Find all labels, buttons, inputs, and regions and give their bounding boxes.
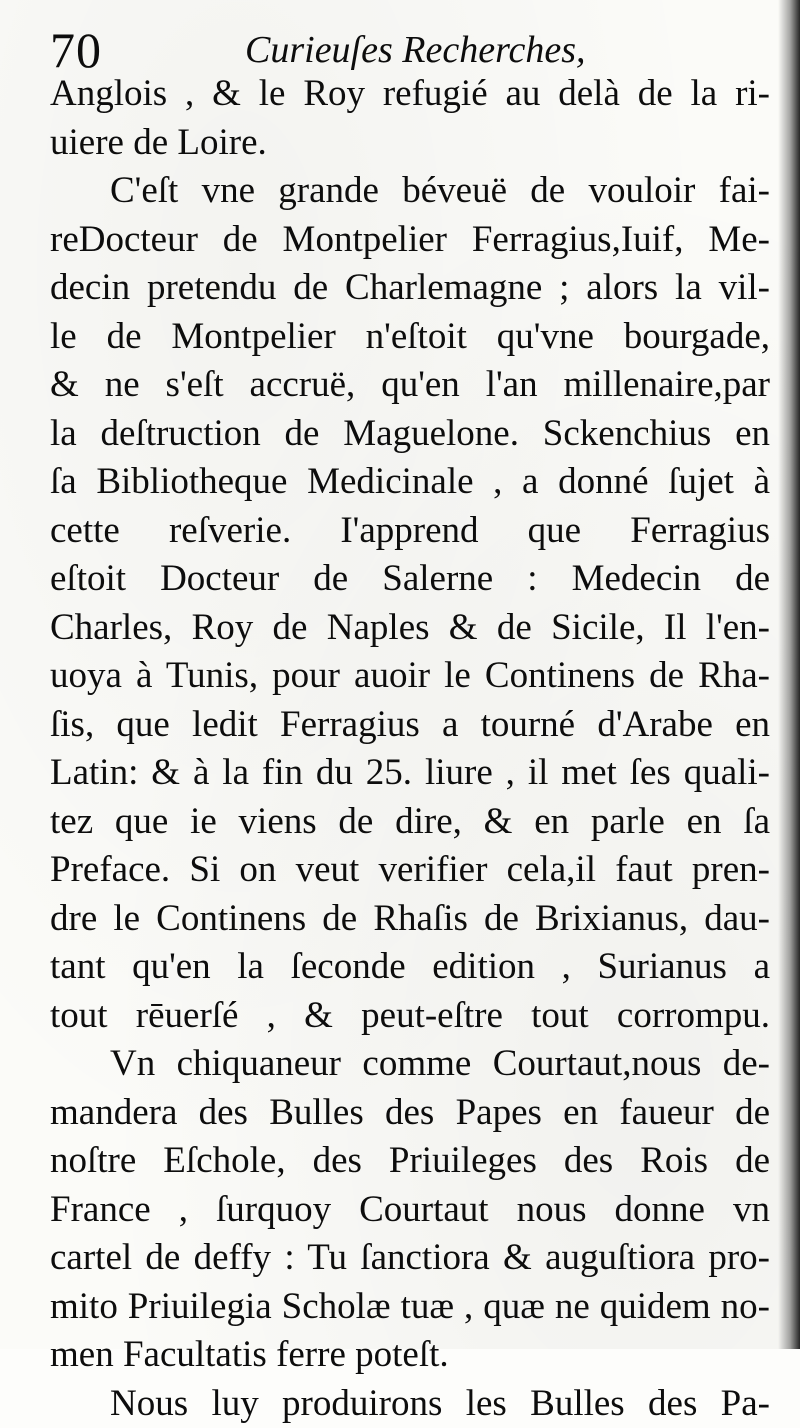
text-line: & ne s'eſt accruë, qu'en l'an millenaire,par [50, 361, 770, 410]
text-line: uiere de Loire. [50, 119, 770, 168]
text-line: dre le Continens de Rhaſis de Brixianus, dau- [50, 895, 770, 944]
text-line: C'eſt vne grande béveuë de vouloir fai- [50, 167, 770, 216]
text-line: France , ſurquoy Courtaut nous donne vn [50, 1186, 770, 1235]
text-line: Vn chiquaneur comme Courtaut,nous de- [50, 1040, 770, 1089]
text-line: ſa Bibliotheque Medicinale , a donné ſujet à [50, 458, 770, 507]
text-line: mito Priuilegia Scholæ tuæ , quæ ne quidem no- [50, 1283, 770, 1332]
text-line: la deſtruction de Maguelone. Sckenchius en [50, 410, 770, 459]
text-line: men Facultatis ferre poteſt. [50, 1331, 770, 1380]
text-line: ſis, que ledit Ferragius a tourné d'Arabe en [50, 701, 770, 750]
text-line: Anglois , & le Roy refugié au delà de la ri- [50, 70, 770, 119]
text-line: Charles, Roy de Naples & de Sicile, Il l'en- [50, 604, 770, 653]
body-text [50, 70, 770, 1428]
page-number: 70 [50, 20, 102, 80]
text-line: Preface. Si on veut verifier cela,il faut pren- [50, 846, 770, 895]
text-line: Latin: & à la fin du 25. liure , il met ſes quali- [50, 749, 770, 798]
text-line: cartel de deffy : Tu ſanctiora & auguſtiora pro- [50, 1234, 770, 1283]
text-line: tout rēuerſé , & peut-eſtre tout corrompu. [50, 992, 770, 1041]
text-line: decin pretendu de Charlemagne ; alors la vil- [50, 264, 770, 313]
text-line: uoya à Tunis, pour auoir le Continens de Rha- [50, 652, 770, 701]
text-line: eſtoit Docteur de Salerne : Medecin de [50, 555, 770, 604]
text-line: le de Montpelier n'eſtoit qu'vne bourgade, [50, 313, 770, 362]
text-line: tez que ie viens de dire, & en parle en ſa [50, 798, 770, 847]
text-line: tant qu'en la ſeconde edition , Surianus a [50, 943, 770, 992]
text-line: reDocteur de Montpelier Ferragius,Iuif, Me- [50, 216, 770, 265]
text-line: Nous luy produirons les Bulles des Pa- [50, 1380, 770, 1428]
running-title: Curieuſes Recherches, [245, 24, 585, 76]
text-line: mandera des Bulles des Papes en faueur de [50, 1089, 770, 1138]
text-line: cette reſverie. I'apprend que Ferragius [50, 507, 770, 556]
page-gutter-shadow [778, 0, 800, 1349]
text-line: noſtre Eſchole, des Priuileges des Rois de [50, 1137, 770, 1186]
